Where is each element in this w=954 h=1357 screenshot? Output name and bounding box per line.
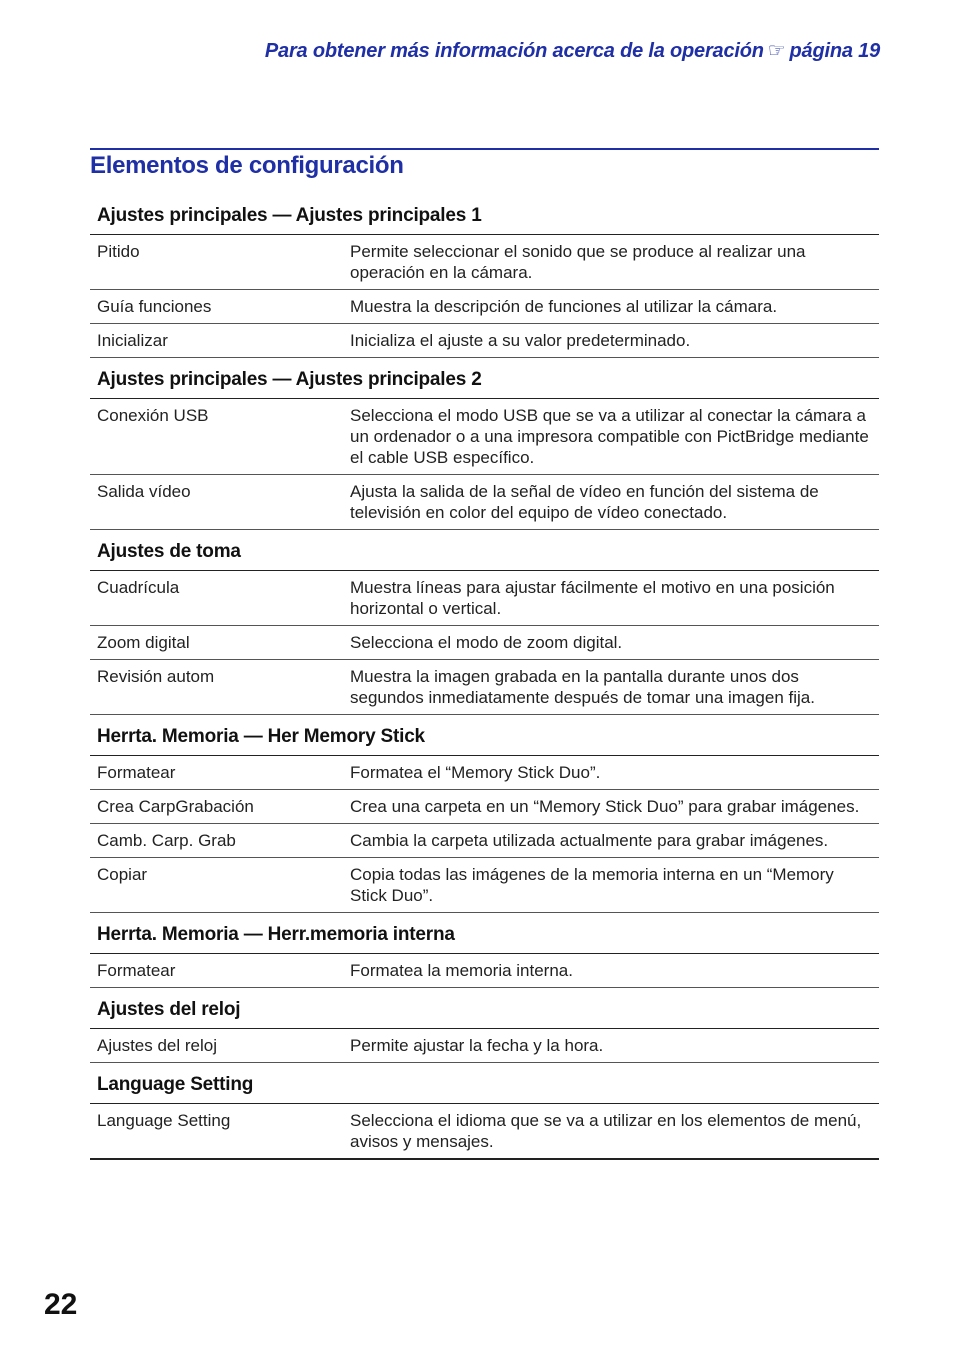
- setting-name: Salida vídeo: [97, 482, 191, 501]
- setting-description: Selecciona el modo de zoom digital.: [350, 633, 623, 652]
- table-row: [90, 290, 879, 324]
- section: [90, 1067, 879, 1160]
- setting-description: Cambia la carpeta utilizada actualmente para grabar imágenes.: [350, 831, 829, 850]
- table-row: [90, 660, 879, 715]
- section: [90, 362, 879, 530]
- setting-name: Cuadrícula: [97, 578, 180, 597]
- setting-name: Copiar: [97, 865, 148, 884]
- page-title: Elementos de configuración: [90, 152, 404, 179]
- setting-name: Formatear: [97, 763, 176, 782]
- table-row: [90, 399, 879, 475]
- setting-name: Camb. Carp. Grab: [97, 831, 236, 850]
- table-row: [90, 858, 879, 913]
- section-heading: Language Setting: [90, 1067, 879, 1104]
- setting-name: Crea CarpGrabación: [97, 797, 254, 816]
- setting-description: Formatea la memoria interna.: [350, 961, 573, 980]
- setting-name: Language Setting: [97, 1111, 231, 1130]
- table-row: [90, 1104, 879, 1160]
- section-heading: Ajustes del reloj: [90, 992, 879, 1029]
- section-heading: Herrta. Memoria — Herr.memoria interna: [90, 917, 879, 954]
- table-row: [90, 1029, 879, 1063]
- table-row: [90, 954, 879, 988]
- setting-description: Muestra líneas para ajustar fácilmente el motivo en una posición horizontal o vertical.: [350, 578, 835, 618]
- table-row: [90, 824, 879, 858]
- table-row: [90, 790, 879, 824]
- table-row: [90, 235, 879, 290]
- section: [90, 198, 879, 358]
- section-heading: Ajustes principales — Ajustes principales 2: [90, 362, 879, 399]
- setting-description: Permite seleccionar el sonido que se produce al realizar una operación en la cámara.: [350, 242, 806, 282]
- section-heading: Ajustes principales — Ajustes principales 1: [90, 198, 879, 235]
- pointing-hand-icon: ☞: [767, 40, 786, 62]
- setting-name: Zoom digital: [97, 633, 190, 652]
- title-rule: [90, 148, 879, 150]
- section: [90, 992, 879, 1063]
- section-heading: Herrta. Memoria — Her Memory Stick: [90, 719, 879, 756]
- reference-text: Para obtener más información acerca de la operación: [264, 40, 764, 62]
- setting-name: Revisión autom: [97, 667, 215, 686]
- section: [90, 917, 879, 988]
- setting-description: Ajusta la salida de la señal de vídeo en función del sistema de televisión en color del equipo de vídeo conectado.: [350, 482, 819, 522]
- table-row: [90, 571, 879, 626]
- table-row: [90, 324, 879, 358]
- table-row: [90, 756, 879, 790]
- setting-description: Muestra la imagen grabada en la pantalla durante unos dos segundos inmediatamente después de tomar una imagen fija.: [350, 667, 815, 707]
- section-heading: Ajustes de toma: [90, 534, 879, 571]
- setting-description: Crea una carpeta en un “Memory Stick Duo” para grabar imágenes.: [350, 797, 860, 816]
- cross-reference-header: [265, 38, 880, 63]
- setting-description: Permite ajustar la fecha y la hora.: [350, 1036, 604, 1055]
- table-row: [90, 475, 879, 530]
- table-row: [90, 626, 879, 660]
- setting-name: Formatear: [97, 961, 176, 980]
- settings-sections: [90, 198, 879, 1160]
- setting-name: Inicializar: [97, 331, 168, 350]
- setting-description: Selecciona el idioma que se va a utilizar en los elementos de menú, avisos y mensajes.: [350, 1111, 862, 1151]
- setting-name: Ajustes del reloj: [97, 1036, 218, 1055]
- setting-name: Pitido: [97, 242, 140, 261]
- setting-description: Muestra la descripción de funciones al utilizar la cámara.: [350, 297, 778, 316]
- setting-description: Inicializa el ajuste a su valor predeterminado.: [350, 331, 691, 350]
- page-number: 22: [44, 1288, 78, 1321]
- section: [90, 719, 879, 913]
- setting-name: Guía funciones: [97, 297, 212, 316]
- setting-description: Formatea el “Memory Stick Duo”.: [350, 763, 601, 782]
- section: [90, 534, 879, 715]
- setting-description: Selecciona el modo USB que se va a utilizar al conectar la cámara a un ordenador o a una impresora compatible con PictBridge mediante el cable USB específico.: [350, 406, 869, 467]
- setting-description: Copia todas las imágenes de la memoria interna en un “Memory Stick Duo”.: [350, 865, 834, 905]
- setting-name: Conexión USB: [97, 406, 209, 425]
- reference-page: página 19: [789, 40, 880, 62]
